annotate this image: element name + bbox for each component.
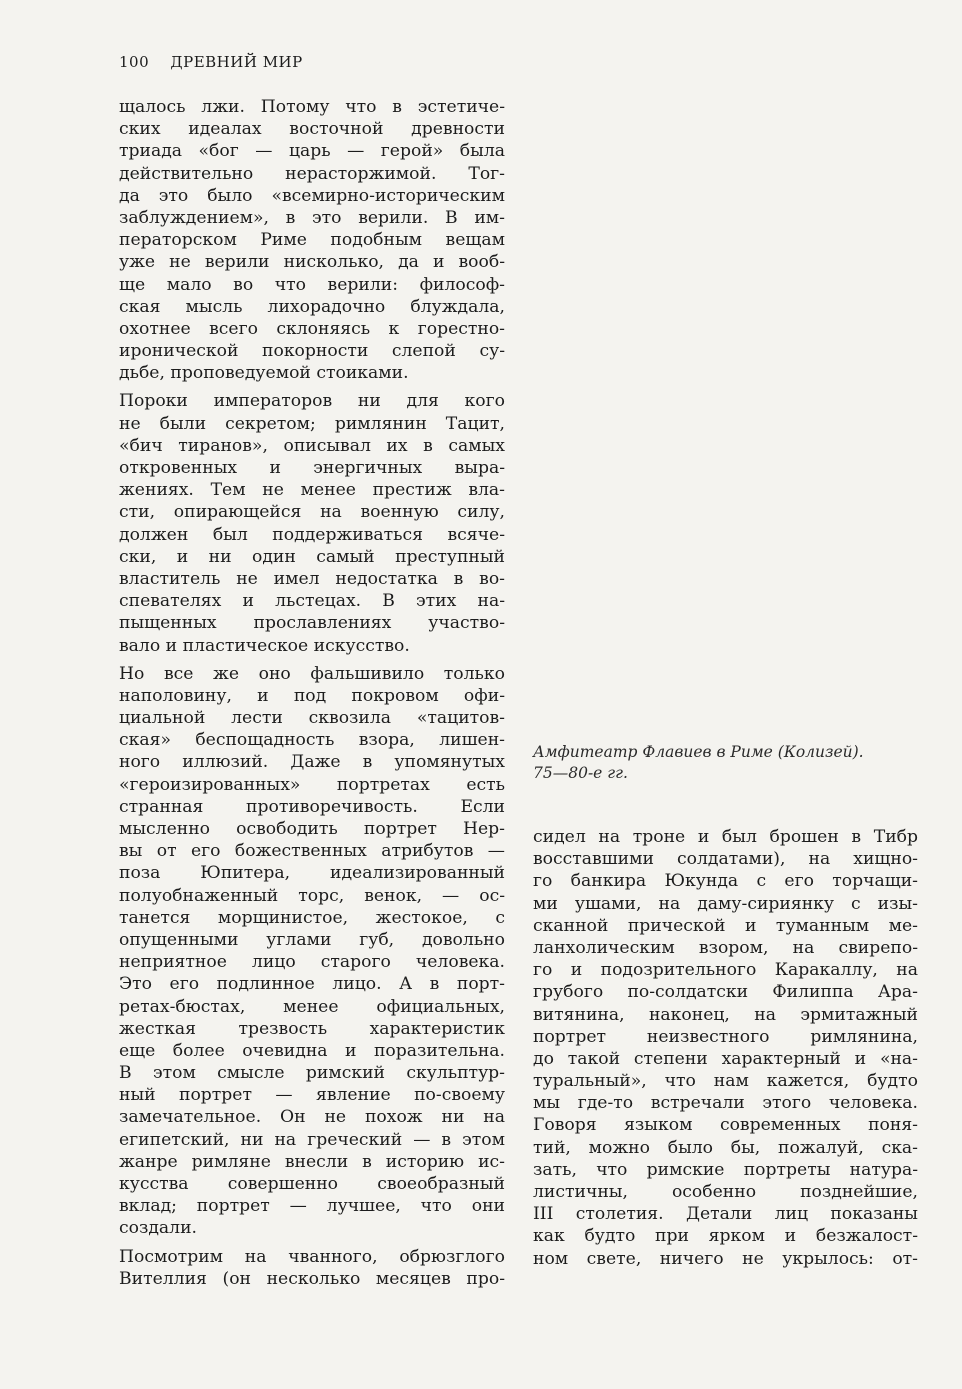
text-line: «бич тиранов», описывал их в самых bbox=[119, 435, 505, 456]
image-caption bbox=[533, 742, 923, 784]
text-line: полуобнаженный торс, венок, — ос- bbox=[119, 885, 505, 906]
text-line: го банкира Юкунда с его торчащи- bbox=[533, 871, 918, 892]
text-line: неприятное лицо старого человека. bbox=[119, 952, 505, 973]
text-line: ретах-бюстах, менее официальных, bbox=[119, 996, 505, 1017]
text-line: листичны, особенно позднейшие, bbox=[533, 1182, 918, 1202]
left-text-column bbox=[119, 96, 505, 1290]
text-line: грубого по-солдатски Филиппа Ара- bbox=[533, 982, 918, 1003]
text-line: танется морщинистое, жестокое, с bbox=[119, 907, 505, 928]
text-line: вклад; портрет — лучшее, что они bbox=[119, 1196, 505, 1217]
text-line: щалось лжи. Потому что в эстетиче- bbox=[119, 97, 505, 117]
text-line: ски, и ни один самый преступный bbox=[119, 546, 505, 567]
text-line: как будто при ярком и безжалост- bbox=[533, 1226, 918, 1247]
text-line: заблуждением», в это верили. В им- bbox=[119, 207, 505, 228]
page-number: 100 bbox=[119, 53, 150, 71]
text-line: уже не верили нисколько, да и вооб- bbox=[119, 252, 505, 273]
text-line: ми ушами, на даму-сириянку с изы- bbox=[533, 893, 918, 914]
text-line: ператорском Риме подобным вещам bbox=[119, 230, 505, 251]
text-line: сидел на троне и был брошен в Тибр bbox=[533, 827, 918, 847]
running-title: ДРЕВНИЙ МИР bbox=[170, 53, 303, 71]
text-line: зать, что римские портреты натура- bbox=[533, 1159, 918, 1180]
text-line: спевателях и льстецах. В этих на- bbox=[119, 591, 505, 612]
text-line: ного иллюзий. Даже в упомянутых bbox=[119, 752, 505, 773]
text-line: восставшими солдатами), на хищно- bbox=[533, 849, 918, 870]
text-line: дьбе, проповедуемой стоиками. bbox=[119, 363, 409, 384]
text-line: Говоря языком современных поня- bbox=[533, 1115, 918, 1136]
text-line: ских идеалах восточной древности bbox=[119, 119, 505, 140]
text-line: пыщенных прославлениях участво- bbox=[119, 613, 505, 634]
text-line: туральный», что нам кажется, будто bbox=[533, 1071, 918, 1092]
text-line: откровенных и энергичных выра- bbox=[119, 458, 505, 478]
text-line: должен был поддерживаться всяче- bbox=[119, 524, 505, 545]
text-line: жанре римляне внесли в историю ис- bbox=[119, 1151, 505, 1172]
text-line: III столетия. Детали лиц показаны bbox=[533, 1204, 918, 1225]
text-line: циальной лести сквозила «тацитов- bbox=[119, 708, 505, 729]
text-line: египетский, ни на греческий — в этом bbox=[119, 1129, 505, 1150]
text-line: портрет неизвестного римлянина, bbox=[533, 1026, 918, 1047]
text-line: Но все же оно фальшивило только bbox=[119, 663, 505, 684]
text-line: тий, можно было бы, пожалуй, ска- bbox=[533, 1137, 918, 1158]
text-line: ный портрет — явление по-своему bbox=[119, 1085, 505, 1106]
text-line: ская» беспощадность взора, лишен- bbox=[119, 730, 505, 751]
text-line: жесткая трезвость характеристик bbox=[119, 1018, 505, 1039]
text-line: Вителлия (он несколько месяцев про- bbox=[119, 1268, 505, 1289]
text-line: «героизированных» портретах есть bbox=[119, 774, 505, 795]
text-line: ланхолическим взором, на свирепо- bbox=[533, 937, 918, 958]
caption-line-2: 75—80-е гг. bbox=[533, 764, 628, 782]
text-line: не были секретом; римлянин Тацит, bbox=[119, 413, 505, 434]
text-line: опущенными углами губ, довольно bbox=[119, 929, 505, 950]
text-line: властитель не имел недостатка в во- bbox=[119, 568, 505, 589]
text-line: Посмотрим на чванного, обрюзглого bbox=[119, 1246, 505, 1267]
text-line: еще более очевидна и поразительна. bbox=[119, 1040, 505, 1061]
text-line: создали. bbox=[119, 1218, 198, 1239]
text-line: вало и пластическое искусство. bbox=[119, 635, 410, 656]
text-line: сти, опирающейся на военную силу, bbox=[119, 502, 505, 523]
text-line: вы от его божественных атрибутов — bbox=[119, 841, 505, 862]
text-line: мы где-то встречали этого человека. bbox=[533, 1093, 918, 1114]
text-line: наполовину, и под покровом офи- bbox=[119, 685, 505, 706]
text-line: да это было «всемирно-историческим bbox=[119, 185, 505, 206]
page-header bbox=[119, 53, 303, 71]
text-line: сканной прической и туманным ме- bbox=[533, 915, 918, 936]
text-line: странная противоречивость. Если bbox=[119, 796, 505, 817]
text-line: до такой степени характерный и «на- bbox=[533, 1048, 918, 1069]
text-line: витянина, наконец, на эрмитажный bbox=[533, 1004, 918, 1025]
text-line: жениях. Тем не менее престиж вла- bbox=[119, 480, 505, 501]
text-line: го и подозрительного Каракаллу, на bbox=[533, 960, 918, 981]
text-line: замечательное. Он не похож ни на bbox=[119, 1107, 505, 1128]
text-line: триада «бог — царь — герой» была bbox=[119, 141, 505, 162]
text-line: иронической покорности слепой су- bbox=[119, 341, 505, 362]
text-line: Пороки императоров ни для кого bbox=[119, 391, 505, 412]
text-line: Это его подлинное лицо. А в порт- bbox=[119, 974, 505, 995]
text-line: кусства совершенно своеобразный bbox=[119, 1174, 505, 1194]
text-line: действительно нерасторжимой. Тог- bbox=[119, 163, 505, 184]
text-line: ще мало во что верили: философ- bbox=[119, 274, 505, 295]
text-line: охотнее всего склоняясь к горестно- bbox=[119, 318, 505, 339]
text-line: поза Юпитера, идеализированный bbox=[119, 863, 505, 884]
text-line: ном свете, ничего не укрылось: от- bbox=[533, 1248, 918, 1269]
text-line: мысленно освободить портрет Нер- bbox=[119, 819, 505, 839]
right-text-column bbox=[533, 826, 918, 1270]
caption-line-1: Амфитеатр Флавиев в Риме (Колизей). bbox=[533, 743, 864, 761]
text-line: ская мысль лихорадочно блуждала, bbox=[119, 296, 505, 317]
text-line: В этом смысле римский скульптур- bbox=[119, 1063, 505, 1084]
